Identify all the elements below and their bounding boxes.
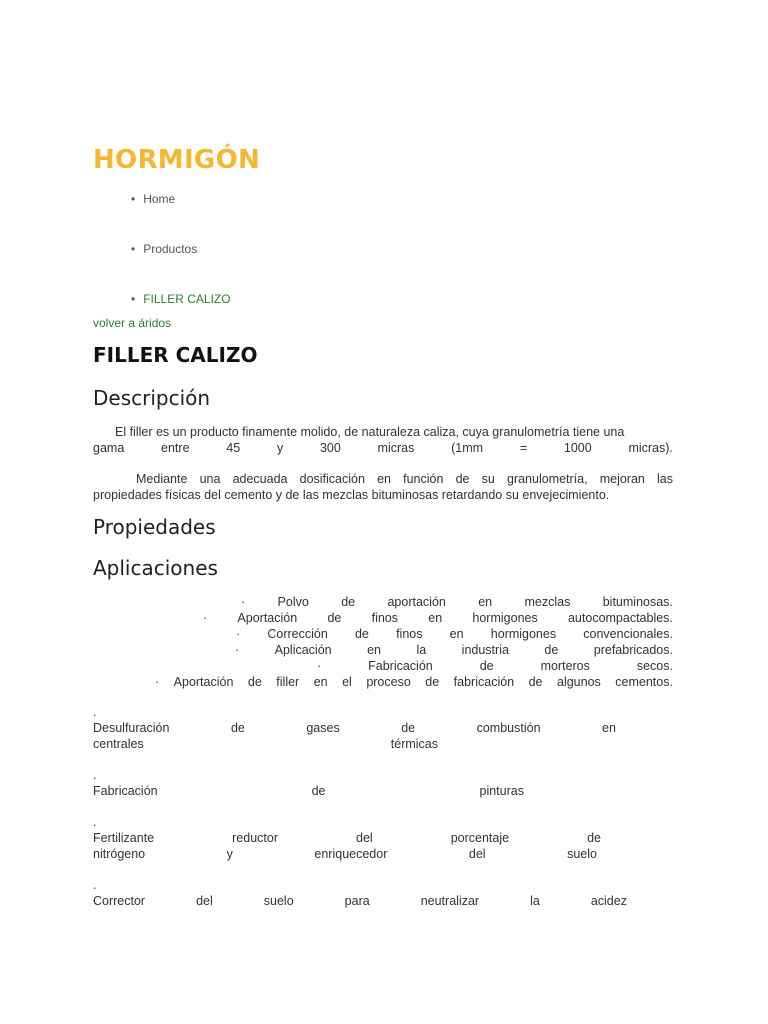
word: entre	[161, 441, 190, 455]
word: reductor	[232, 831, 278, 845]
application-line	[93, 736, 438, 752]
word: (1mm	[451, 441, 484, 455]
word: Desulfuración	[93, 721, 170, 735]
application-line	[93, 846, 597, 862]
word: micras	[377, 441, 415, 455]
word: 1000	[563, 441, 592, 455]
application-item	[317, 658, 673, 674]
word: morteros	[540, 659, 590, 673]
word: de	[479, 659, 494, 673]
word: de	[587, 831, 601, 845]
word: Corrección	[267, 627, 328, 641]
section-title-aplicaciones: Aplicaciones	[93, 556, 218, 580]
word: nitrógeno	[93, 847, 146, 861]
word: suelo	[567, 847, 597, 861]
word: Aportación	[173, 675, 234, 689]
word: para	[344, 894, 370, 908]
word: de	[341, 595, 356, 609]
description-p1-line1: El filler es un producto finamente molido, de naturaleza caliza, cuya granulometría tiene una	[115, 425, 625, 439]
page-heading: FILLER CALIZO	[93, 343, 258, 367]
nav-link-filler-calizo[interactable]: FILLER CALIZO	[143, 292, 231, 306]
word: de	[528, 675, 543, 689]
application-block	[93, 877, 673, 909]
word: ·	[236, 627, 241, 641]
word: en	[367, 643, 381, 657]
word: y	[276, 441, 284, 455]
bullet-icon: •	[131, 292, 136, 306]
word: 45	[226, 441, 241, 455]
nav-link-home[interactable]: Home	[143, 192, 176, 206]
bullet-icon: •	[131, 242, 136, 256]
word: de	[425, 675, 440, 689]
word: fabricación	[453, 675, 515, 689]
word: la	[530, 894, 540, 908]
application-line	[93, 720, 616, 736]
nav-item-home	[131, 189, 231, 239]
word: ·	[235, 643, 240, 657]
bullet-icon: •	[131, 192, 136, 206]
word: filler	[276, 675, 300, 689]
description-p2-line1: Mediante una adecuada dosificación en función de su granulometría, mejoran las	[136, 472, 673, 486]
word: aportación	[387, 595, 446, 609]
section-title-propiedades: Propiedades	[93, 515, 216, 539]
application-block	[93, 767, 673, 799]
word: industria	[461, 643, 509, 657]
word: Aplicación	[274, 643, 332, 657]
word: Aportación	[237, 611, 298, 625]
application-line	[93, 783, 524, 799]
word: =	[519, 441, 528, 455]
word: finos	[396, 627, 423, 641]
word: prefabricados.	[593, 643, 673, 657]
word: en	[449, 627, 464, 641]
word: gases	[306, 721, 340, 735]
section-title-descripcion: Descripción	[93, 386, 211, 410]
word: porcentaje	[450, 831, 510, 845]
word: ·	[241, 595, 246, 609]
word: ·	[203, 611, 208, 625]
word: en	[313, 675, 328, 689]
dot-marker: .	[93, 878, 97, 892]
word: el	[342, 675, 352, 689]
application-item	[155, 674, 673, 690]
word: de	[311, 784, 326, 798]
application-item	[236, 626, 673, 642]
application-line	[93, 830, 601, 846]
description-p2-line2: propiedades físicas del cemento y de las mezclas bituminosas retardando su envejecimiento.	[93, 488, 610, 502]
dot-marker: .	[93, 815, 97, 829]
word: suelo	[263, 894, 294, 908]
description-p1-line2	[93, 440, 673, 456]
word: de	[544, 643, 559, 657]
word: Fabricación	[93, 784, 158, 798]
word: centrales	[93, 737, 144, 751]
word: hormigones	[472, 611, 538, 625]
word: neutralizar	[420, 894, 480, 908]
word: cementos.	[615, 675, 673, 689]
word: de	[247, 675, 262, 689]
application-item	[203, 610, 673, 626]
word: combustión	[476, 721, 541, 735]
applications-list-left	[93, 704, 673, 924]
word: hormigones	[490, 627, 557, 641]
word: de	[327, 611, 342, 625]
word: de	[354, 627, 369, 641]
word: en	[428, 611, 443, 625]
word: secos.	[636, 659, 673, 673]
word: proceso	[366, 675, 411, 689]
application-block	[93, 704, 673, 752]
word: micras).	[628, 441, 673, 455]
nav-item-productos	[131, 239, 231, 289]
word: térmicas	[390, 737, 438, 751]
word: convencionales.	[583, 627, 673, 641]
site-title[interactable]: HORMIGÓN	[93, 145, 261, 175]
nav-link-productos[interactable]: Productos	[143, 242, 198, 256]
word: enriquecedor	[314, 847, 388, 861]
word: ·	[155, 675, 160, 689]
application-item	[241, 594, 673, 610]
word: autocompactables.	[567, 611, 673, 625]
word: Corrector	[93, 894, 146, 908]
nav-item-filler-calizo	[131, 289, 231, 339]
word: Fabricación	[368, 659, 433, 673]
dot-marker: .	[93, 768, 97, 782]
word: del	[468, 847, 486, 861]
back-to-aridos-link[interactable]: volver a áridos	[93, 316, 172, 330]
dot-marker: .	[93, 705, 97, 719]
application-block	[93, 814, 673, 862]
applications-list-right	[93, 594, 673, 690]
word: acidez	[590, 894, 627, 908]
word: algunos	[557, 675, 601, 689]
word: de	[401, 721, 416, 735]
word: bituminosas.	[602, 595, 673, 609]
word: mezclas	[524, 595, 571, 609]
word: y	[226, 847, 233, 861]
word: de	[230, 721, 245, 735]
word: finos	[371, 611, 398, 625]
word: del	[196, 894, 213, 908]
application-line	[93, 893, 627, 909]
word: gama	[93, 441, 125, 455]
word: pinturas	[479, 784, 524, 798]
word: en	[478, 595, 493, 609]
word: Fertilizante	[93, 831, 155, 845]
application-item	[235, 642, 673, 658]
word: del	[356, 831, 373, 845]
word: la	[416, 643, 427, 657]
word: en	[602, 721, 616, 735]
word: ·	[317, 659, 322, 673]
word: 300	[319, 441, 341, 455]
word: Polvo	[277, 595, 309, 609]
